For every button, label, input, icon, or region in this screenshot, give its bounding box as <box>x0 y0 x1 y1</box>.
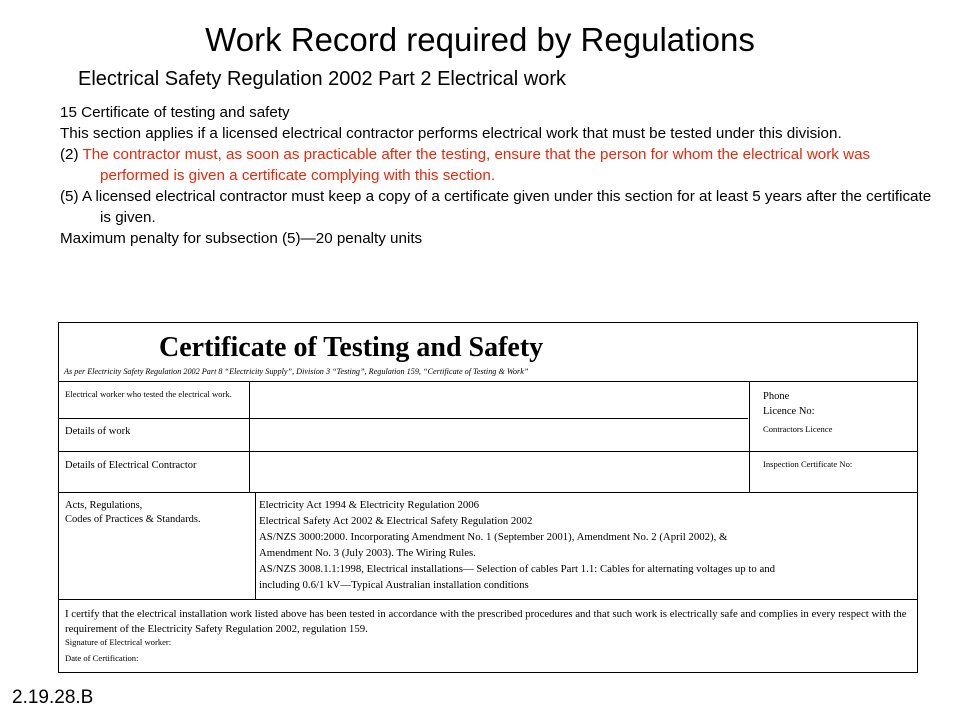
subsection-2-text: The contractor must, as soon as practicable after the testing, ensure that the person for whom the electrical work was performed is given a certificate complying with this section. <box>82 146 871 184</box>
paragraph-applies: This section applies if a licensed electrical contractor performs electrical work that must be tested under this division. <box>60 125 842 142</box>
form-divider <box>749 381 750 492</box>
details-of-work-label: Details of work <box>65 426 131 437</box>
acts-label <box>65 499 201 527</box>
acts-item: AS/NZS 3000:2000. Incorporating Amendment No. 1 (September 2001), Amendment No. 2 (April 2002), & <box>259 531 728 543</box>
regulation-text <box>60 102 940 249</box>
certificate-form <box>58 322 918 673</box>
signature-label: Signature of Electrical worker: <box>65 637 172 647</box>
licence-label: Licence No: <box>763 406 815 417</box>
inspection-certificate-label: Inspection Certificate No: <box>763 459 853 469</box>
acts-label-line: Codes of Practices & Standards. <box>65 514 201 525</box>
form-divider <box>59 381 917 382</box>
section-heading: 15 Certificate of testing and safety <box>60 104 290 121</box>
acts-item: Amendment No. 3 (July 2003). The Wiring Rules. <box>259 547 476 559</box>
document-code: 2.19.28.B <box>12 687 94 708</box>
page-title: Work Record required by Regulations <box>205 21 755 58</box>
page-subtitle: Electrical Safety Regulation 2002 Part 2 Electrical work <box>78 68 567 90</box>
certification-statement <box>65 607 910 664</box>
acts-item: Electricity Act 1994 & Electricity Regulation 2006 <box>259 499 480 511</box>
paragraph-subsection-5: (5) A licensed electrical contractor must keep a copy of a certificate given under this section for at least 5 years after the certificate is given. <box>60 188 932 226</box>
certificate-title: Certificate of Testing and Safety <box>159 332 544 363</box>
subsection-2-number: (2) <box>60 146 83 163</box>
certificate-subtitle: As per Electricity Safety Regulation 2002 Part 8 “Electricity Supply”, Division 3 “Testing”, Regulation 159, “Certificate of Testing & Work” <box>64 367 529 376</box>
form-divider <box>249 381 250 492</box>
electrical-contractor-label: Details of Electrical Contractor <box>65 460 197 471</box>
acts-item: Electrical Safety Act 2002 & Electrical Safety Regulation 2002 <box>259 515 533 527</box>
acts-label-line: Acts, Regulations, <box>65 500 143 511</box>
form-divider <box>59 418 748 419</box>
phone-label: Phone <box>763 391 790 402</box>
form-divider <box>255 492 256 599</box>
acts-item: AS/NZS 3008.1.1:1998, Electrical installations— Selection of cables Part 1.1: Cables for alternating voltages up to and <box>259 563 776 575</box>
statement-text: I certify that the electrical installation work listed above has been tested in accordance with the prescribed procedures and that such work is electrically safe and complies in every respect with the requirement of the Electricity Safety Regulation 2002, regulation 159. <box>65 608 907 635</box>
form-divider <box>59 451 917 452</box>
acts-item: including 0.6/1 kV—Typical Australian installation conditions <box>259 579 529 591</box>
form-divider <box>59 599 917 600</box>
acts-list <box>259 497 909 593</box>
paragraph-subsection-2 <box>60 144 940 186</box>
date-label: Date of Certification: <box>65 653 139 663</box>
electrical-worker-label: Electrical worker who tested the electrical work. <box>65 389 232 399</box>
contractors-licence-label: Contractors Licence <box>763 424 833 434</box>
penalty-line: Maximum penalty for subsection (5)—20 penalty units <box>60 230 423 247</box>
form-divider <box>59 492 917 493</box>
